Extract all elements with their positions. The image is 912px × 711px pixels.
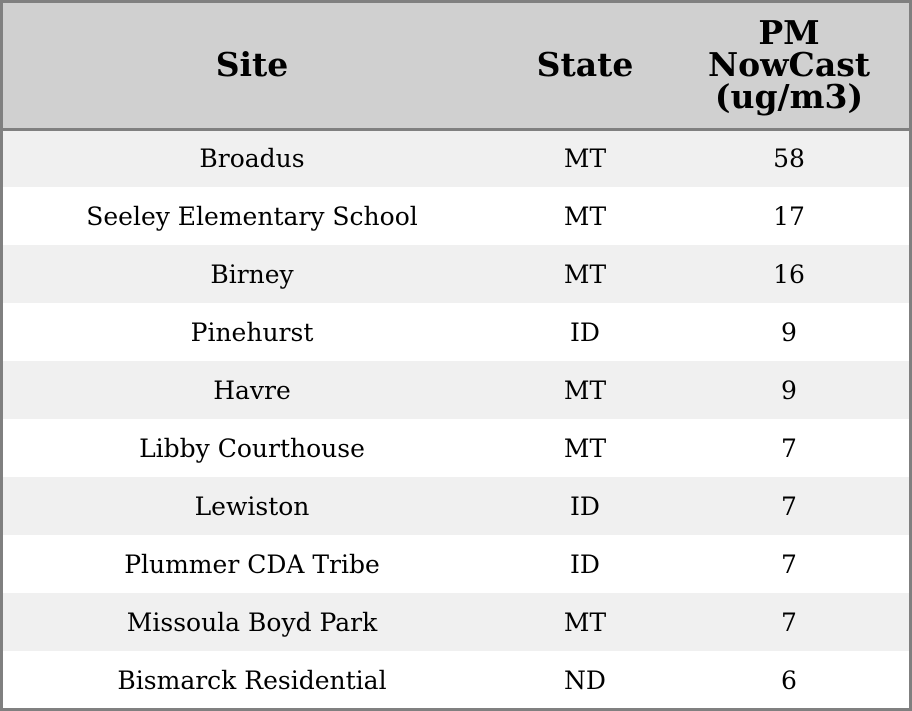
cell-state: ID [570, 317, 600, 347]
cell-state: MT [563, 201, 607, 231]
cell-pm: 7 [781, 433, 797, 463]
cell-site: Lewiston [194, 491, 310, 521]
cell-pm: 7 [781, 549, 797, 579]
cell-state: MT [563, 375, 607, 405]
cell-site: Havre [213, 375, 291, 405]
table-row [3, 651, 909, 709]
cell-site: Bismarck Residential [117, 665, 387, 695]
cell-pm: 58 [773, 144, 805, 174]
cell-pm: 6 [781, 665, 797, 695]
cell-state: MT [563, 433, 607, 463]
table-body [3, 129, 909, 709]
cell-site: Libby Courthouse [139, 433, 365, 463]
cell-state: ND [564, 665, 606, 695]
table-row [3, 419, 909, 477]
cell-site: Missoula Boyd Park [126, 607, 378, 637]
cell-pm: 7 [781, 607, 797, 637]
cell-pm: 9 [781, 317, 797, 347]
table-row [3, 361, 909, 419]
cell-pm: 9 [781, 375, 797, 405]
cell-site: Broadus [199, 144, 305, 174]
cell-pm: 17 [773, 201, 805, 231]
table-header [3, 3, 909, 129]
cell-site: Birney [210, 259, 294, 289]
table-row [3, 245, 909, 303]
header-site: Site [3, 3, 501, 129]
cell-state: ID [570, 549, 600, 579]
table-row [3, 187, 909, 245]
cell-state: MT [563, 144, 607, 174]
data-table [3, 3, 909, 709]
cell-pm: 16 [773, 259, 805, 289]
cell-state: MT [563, 607, 607, 637]
header-pm-line-1: PM [758, 13, 820, 53]
cell-state: ID [570, 491, 600, 521]
cell-site: Plummer CDA Tribe [124, 549, 380, 579]
header-state: State [501, 3, 669, 129]
header-pm-nowcast [669, 3, 909, 129]
cell-site: Seeley Elementary School [86, 201, 418, 231]
table-row [3, 593, 909, 651]
header-pm-line-3: (ug/m3) [714, 77, 864, 117]
table-row [3, 129, 909, 187]
header-pm-line-2: NowCast [707, 45, 871, 85]
cell-site: Pinehurst [190, 317, 314, 347]
table-row [3, 303, 909, 361]
cell-pm: 7 [781, 491, 797, 521]
table-row [3, 535, 909, 593]
header-row [3, 3, 909, 129]
table-row [3, 477, 909, 535]
cell-state: MT [563, 259, 607, 289]
